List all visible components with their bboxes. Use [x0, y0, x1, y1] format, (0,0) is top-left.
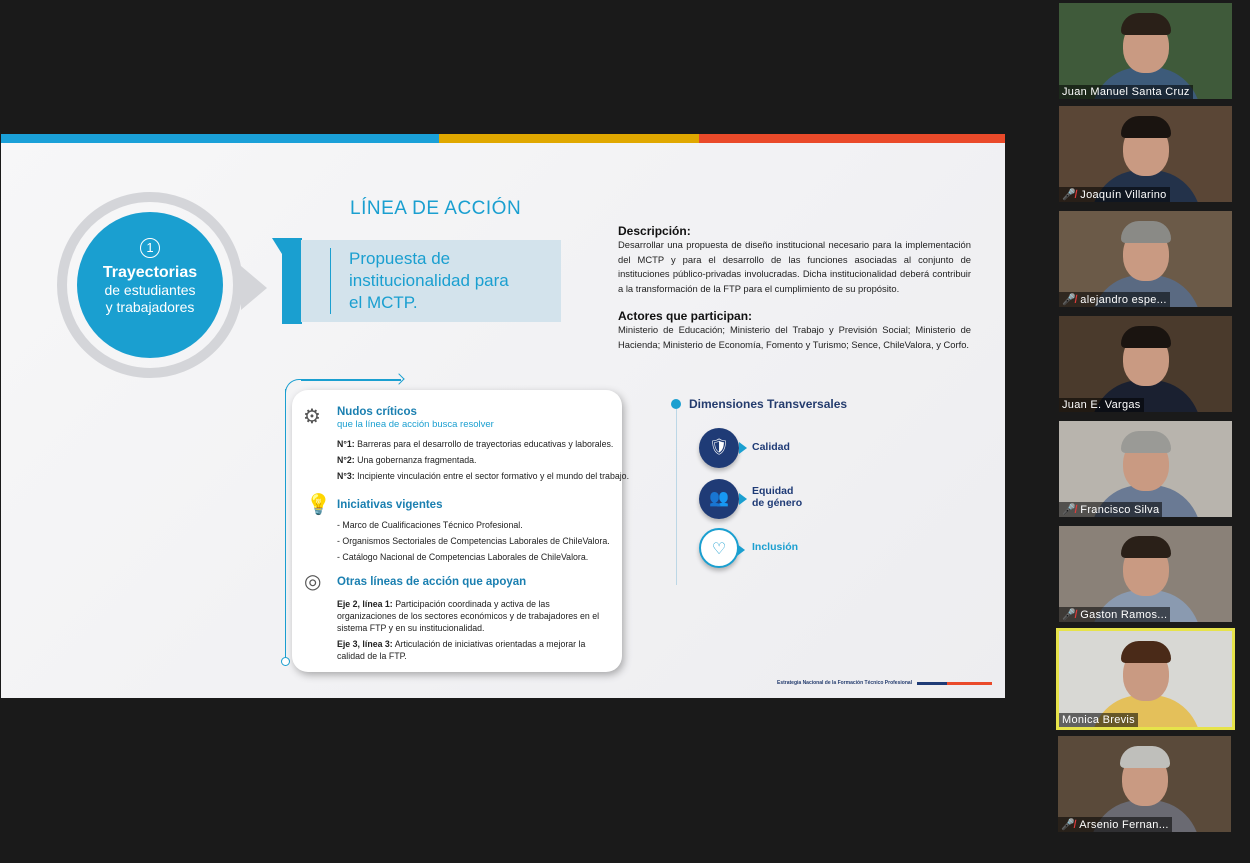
- participant-name: [1059, 187, 1170, 202]
- actors-block: [618, 309, 971, 352]
- iniciativas-title: Iniciativas vigentes: [337, 499, 443, 511]
- big-number-one: [282, 238, 302, 324]
- participant-tile[interactable]: [1059, 211, 1232, 307]
- participant-name-label: Francisco Silva: [1080, 504, 1160, 516]
- dimensions-title: Dimensiones Transversales: [689, 397, 848, 411]
- proposal-line1: Propuesta de: [349, 249, 451, 268]
- proposal-line3: el MCTP.: [349, 293, 418, 312]
- shared-slide: [1, 134, 1005, 698]
- dimensions-line: [676, 409, 677, 585]
- description-heading: Descripción:: [618, 224, 691, 238]
- circle-sub1: de estudiantes: [104, 282, 196, 298]
- participant-name-label: Gaston Ramos...: [1080, 609, 1168, 621]
- footer-text: Estrategia Nacional de la Formación Técnico Profesional: [777, 680, 913, 686]
- participant-name-label: Monica Brevis: [1062, 714, 1135, 726]
- participant-tile[interactable]: [1059, 421, 1232, 517]
- footer-bar-blue: [917, 682, 947, 685]
- connector-dot: [281, 657, 290, 666]
- participant-hair: [1121, 221, 1171, 243]
- stripe-red: [699, 134, 1005, 143]
- proposal-box: [301, 240, 561, 322]
- iniciativa-item: - Catálogo Nacional de Competencias Laborales de ChileValora.: [337, 552, 589, 562]
- participant-name: [1059, 398, 1144, 412]
- mic-muted-icon: 🎤̸: [1062, 609, 1077, 621]
- participant-name: [1059, 85, 1193, 99]
- nudos-title: Nudos críticos: [337, 406, 417, 418]
- iniciativa-item: - Marco de Cualificaciones Técnico Profesional.: [337, 520, 523, 530]
- actors-text: Ministerio de Educación; Ministerio del Trabajo y Previsión Social; Ministerio de Hacienda; Ministerio de Economía, Fomento y Turismo; Sence, ChileValora, y Corfo.: [618, 324, 971, 350]
- gear-icon: ⚙: [303, 406, 321, 428]
- nudo-item: N°2: Una gobernanza fragmentada.: [337, 455, 477, 465]
- participant-name-label: Juan E. Vargas: [1062, 399, 1141, 411]
- participant-hair: [1121, 13, 1171, 35]
- dimensions-dot: [671, 399, 681, 409]
- otras-title: Otras líneas de acción que apoyan: [337, 576, 527, 588]
- participant-name-label: Joaquín Villarino: [1080, 189, 1167, 201]
- dimension-label: Calidad: [752, 441, 790, 453]
- participant-name: [1058, 817, 1172, 832]
- participant-tile[interactable]: [1059, 631, 1232, 727]
- participant-tile[interactable]: [1059, 106, 1232, 202]
- stripe-yellow: [439, 134, 699, 143]
- dimension-label: Inclusión: [752, 541, 799, 553]
- participant-tile[interactable]: [1059, 526, 1232, 622]
- shield-icon: 🛡: [699, 428, 739, 468]
- mic-muted-icon: 🎤̸: [1062, 189, 1077, 201]
- proposal-line2: institucionalidad para: [349, 271, 509, 290]
- nudos-subtitle: que la línea de acción busca resolver: [337, 419, 494, 430]
- participant-tile[interactable]: [1059, 316, 1232, 412]
- participant-hair: [1121, 116, 1171, 138]
- nudo-item: N°1: Barreras para el desarrollo de trayectorias educativas y laborales.: [337, 439, 614, 449]
- otras-item: Eje 3, línea 3: Articulación de iniciativas orientadas a mejorar la calidad de la FTP.: [337, 639, 586, 661]
- mic-muted-icon: 🎤̸: [1062, 294, 1077, 306]
- circle-number: 1: [140, 238, 160, 258]
- participant-name-label: Arsenio Fernan...: [1079, 819, 1169, 831]
- trayectorias-circle: [77, 212, 223, 358]
- mic-muted-icon: 🎤̸: [1062, 504, 1077, 516]
- participant-hair: [1121, 641, 1171, 663]
- connector-top: [301, 379, 401, 381]
- lightbulb-icon: 💡: [306, 494, 331, 516]
- participant-name: [1059, 607, 1170, 622]
- actors-heading: Actores que participan:: [618, 309, 753, 323]
- dimension-label: Equidad de género: [752, 485, 803, 509]
- participant-name: [1059, 292, 1170, 307]
- footer-bar-red: [947, 682, 992, 685]
- participant-tile[interactable]: [1059, 3, 1232, 99]
- otras-item: Eje 2, línea 1: Participación coordinada y activa de las organizaciones de los sectores económicos y de trabajadores en el sistema FTP y en su institucionalidad.: [337, 599, 600, 633]
- nudo-item: N°3: Incipiente vinculación entre el sector formativo y el mundo del trabajo.: [337, 471, 630, 481]
- description-block: [618, 224, 971, 296]
- participant-tile[interactable]: [1058, 736, 1231, 832]
- participant-hair: [1121, 536, 1171, 558]
- participant-name-label: Juan Manuel Santa Cruz: [1062, 86, 1190, 98]
- people-icon: 👥: [699, 479, 739, 519]
- circle-sub2: y trabajadores: [105, 299, 195, 315]
- circle-title: Trayectorias: [102, 264, 198, 281]
- stripe-blue: [1, 134, 439, 143]
- participant-name: [1059, 502, 1162, 517]
- mic-muted-icon: 🎤̸: [1061, 819, 1076, 831]
- participant-name: [1059, 713, 1138, 727]
- connector-line: [285, 389, 286, 659]
- participant-name-label: alejandro espe...: [1080, 294, 1167, 306]
- iniciativa-item: - Organismos Sectoriales de Competencias Laborales de ChileValora.: [337, 536, 610, 546]
- arrow-right-icon: [393, 373, 404, 384]
- participant-hair: [1120, 746, 1170, 768]
- description-text: Desarrollar una propuesta de diseño institucional necesario para la implementación del MCTP y para el desarrollo de las funciones asociadas al conjunto de instituciones público-privadas involucradas. Dicha institucionalidad deberá contribuir a la transformación de la FTP para el cumplimiento de su propósito.: [618, 239, 971, 294]
- heart-icon: ♡: [699, 528, 739, 568]
- participant-hair: [1121, 326, 1171, 348]
- participant-hair: [1121, 431, 1171, 453]
- section-title: LÍNEA DE ACCIÓN: [350, 198, 522, 219]
- rings-icon: ◎: [304, 571, 322, 593]
